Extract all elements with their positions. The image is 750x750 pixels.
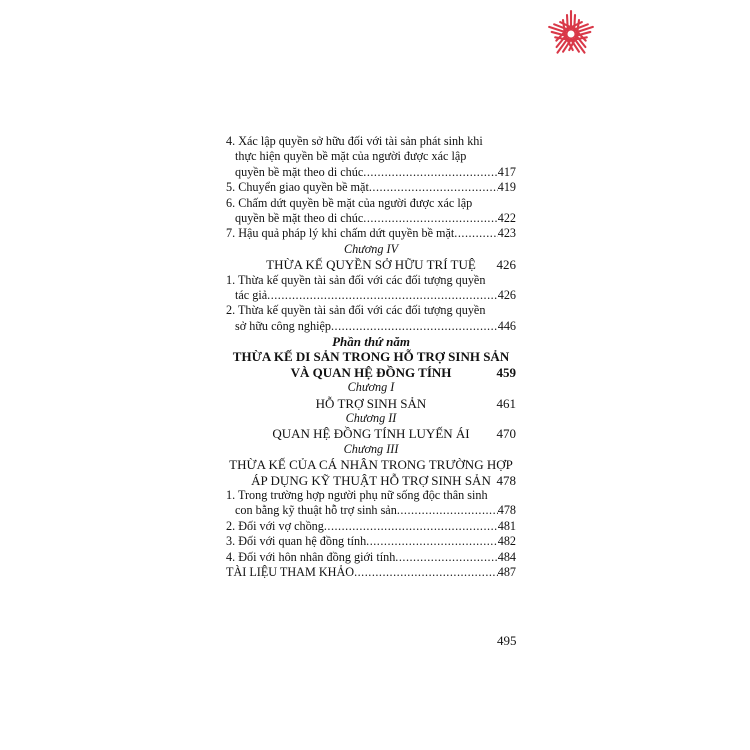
page-ref: 417	[497, 164, 516, 179]
page-ref: 419	[497, 180, 516, 195]
chapter-label: Chương IV	[343, 241, 399, 256]
chapter-title: QUAN HỆ ĐỒNG TÍNH LUYẾN ÁI 470	[272, 426, 516, 442]
page-ref: 446	[497, 318, 516, 333]
chapter-title: HỖ TRỢ SINH SẢN 461	[315, 395, 516, 411]
toc-chapter4-entry-1-line-1: 1. Thừa kế quyền tài sản đối với các đối tượng quyền	[226, 272, 486, 287]
toc-entry-6-line-1: 6. Chấm dứt quyền bề mặt của người được xác lập	[226, 195, 473, 210]
toc-entry-4-line-1: 4. Xác lập quyền sở hữu đối với tài sản phát sinh khi	[226, 134, 483, 148]
page-ref: 423	[497, 226, 516, 241]
page-ref: 422	[497, 210, 516, 225]
page-ref: 459	[496, 364, 516, 380]
part-title-line-2: VÀ QUAN HỆ ĐỒNG TÍNH 459	[290, 364, 516, 380]
toc-chapter3-entry-4: 4. Đối với hôn nhân đồng giới tính ..... 484	[226, 550, 516, 565]
toc-entry-5: 5. Chuyển giao quyền bề mặt ..... 419	[226, 180, 516, 195]
toc-chapter4-entry-2-line-1: 2. Thừa kế quyền tài sản đối với các đối tượng quyền	[226, 303, 486, 318]
page-ref: 481	[497, 518, 516, 533]
page-ref: 426	[496, 257, 516, 273]
page-ref: 426	[497, 287, 516, 302]
page-number: 495	[497, 633, 517, 648]
toc-chapter4-entry-1-line-2: tác giả ..... 426	[226, 288, 516, 303]
toc-entry-4-line-3: quyền bề mặt theo di chúc ..... 417	[226, 165, 516, 180]
chapter-title-line-2: ÁP DỤNG KỸ THUẬT HỖ TRỢ SINH SẢN 478	[251, 472, 516, 488]
chapter-label: Chương II	[345, 411, 397, 426]
toc-chapter3-entry-1-line-1: 1. Trong trường hợp người phụ nữ sống độc thân sinh	[226, 487, 488, 502]
page-ref: 478	[496, 472, 516, 488]
toc-chapter3-entry-2: 2. Đối với vợ chồng ..... 481	[226, 519, 516, 534]
toc-entry-7: 7. Hậu quả pháp lý khi chấm dứt quyền bề mặt ..... 423	[226, 226, 516, 241]
chapter-label: Chương I	[347, 380, 395, 395]
part-title-line-1: THỪA KẾ DI SẢN TRONG HỖ TRỢ SINH SẢN	[232, 349, 510, 365]
page-ref: 484	[497, 549, 516, 564]
chapter-title-line-1: THỪA KẾ CỦA CÁ NHÂN TRONG TRƯỜNG HỢP	[229, 457, 513, 473]
page-ref: 470	[496, 426, 516, 442]
publisher-star-logo-icon	[546, 8, 596, 58]
chapter-title: THỪA KẾ QUYỀN SỞ HỮU TRÍ TUỆ 426	[266, 257, 516, 273]
table-of-contents	[226, 134, 516, 580]
page-ref: 487	[497, 564, 516, 579]
toc-entry-6-line-2: quyền bề mặt theo di chúc ..... 422	[226, 211, 516, 226]
page-ref: 478	[497, 503, 516, 518]
toc-chapter3-entry-3: 3. Đối với quan hệ đồng tính ..... 482	[226, 534, 516, 549]
toc-entry-4-line-2: thực hiện quyền bề mặt của người được xác lập	[235, 149, 467, 164]
page-ref: 461	[496, 395, 516, 411]
toc-references: TÀI LIỆU THAM KHẢO ..... 487	[226, 565, 516, 580]
toc-chapter3-entry-1-line-2: con bằng kỹ thuật hỗ trợ sinh sản ..... 478	[226, 503, 516, 518]
toc-chapter4-entry-2-line-2: sở hữu công nghiệp ..... 446	[226, 319, 516, 334]
part-label: Phần thứ năm	[332, 334, 410, 350]
chapter-label: Chương III	[343, 441, 399, 456]
page-ref: 482	[497, 534, 516, 549]
